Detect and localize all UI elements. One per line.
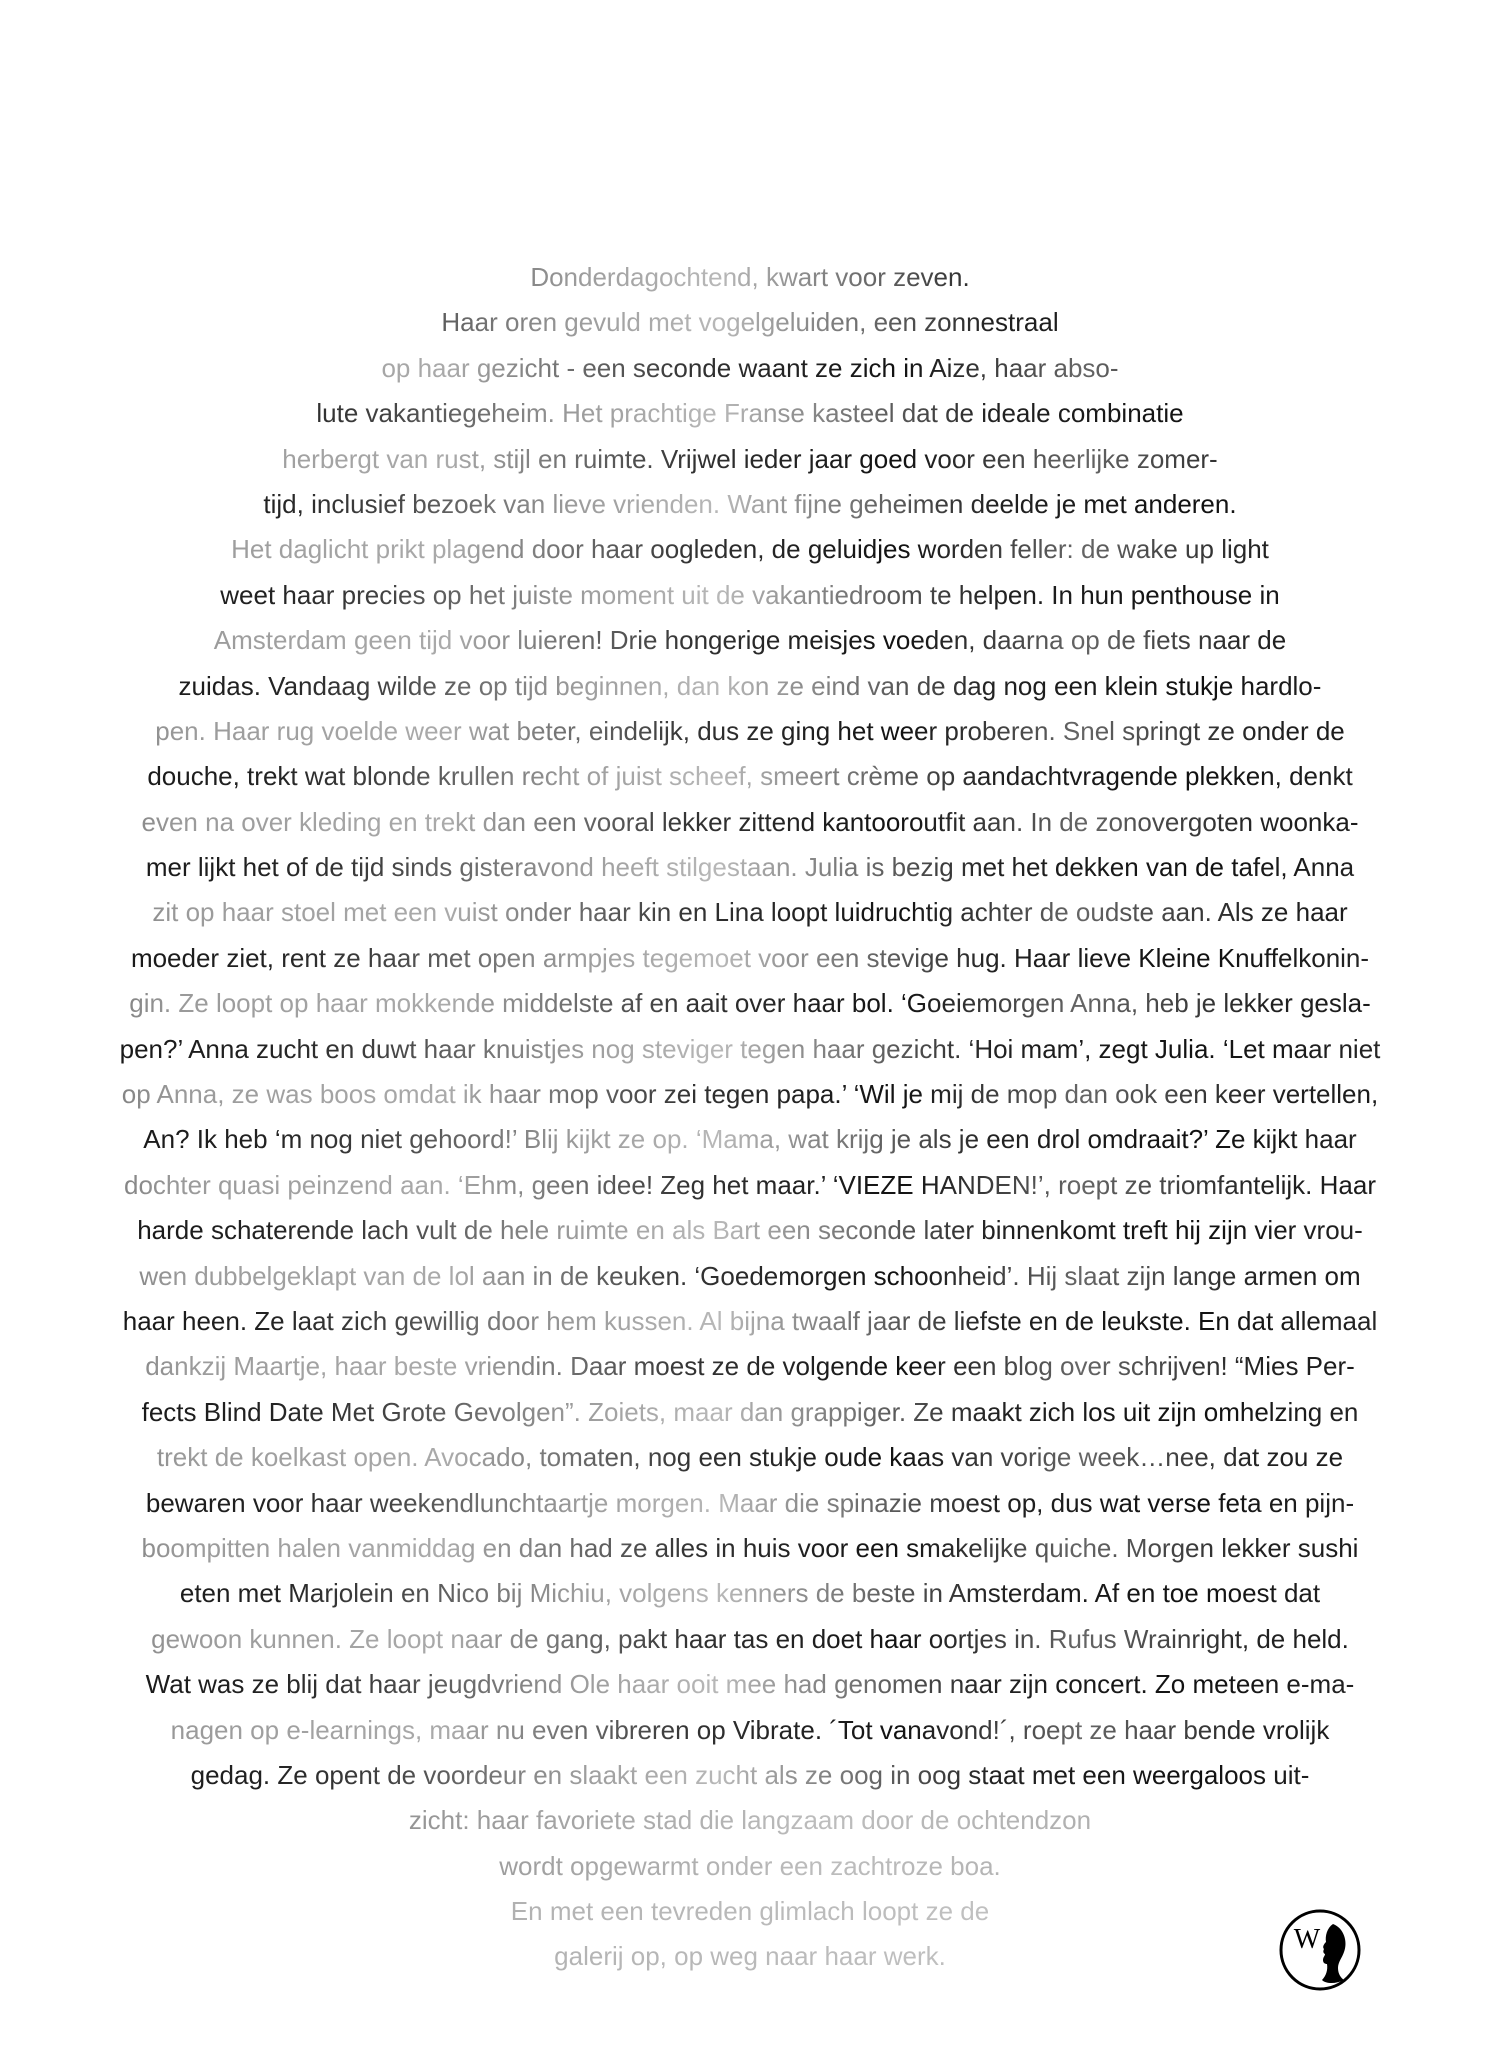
story-line: op haar gezicht - een seconde waant ze zich in Aize, haar abso- (0, 346, 1500, 391)
story-line: douche, trekt wat blonde krullen recht of juist scheef, smeert crème op aandachtvragende plekken, denkt (0, 754, 1500, 799)
story-line: Haar oren gevuld met vogelgeluiden, een zonnestraal (0, 300, 1500, 345)
story-line: Wat was ze blij dat haar jeugdvriend Ole haar ooit mee had genomen naar zijn concert. Zo meteen e-ma- (0, 1662, 1500, 1707)
story-line: lute vakantiegeheim. Het prachtige Franse kasteel dat de ideale combinatie (0, 391, 1500, 436)
story-line: op Anna, ze was boos omdat ik haar mop voor zei tegen papa.’ ‘Wil je mij de mop dan ook een keer vertellen, (0, 1072, 1500, 1117)
story-line: wen dubbelgeklapt van de lol aan in de keuken. ‘Goedemorgen schoonheid’. Hij slaat zijn lange armen om (0, 1254, 1500, 1299)
story-line: gewoon kunnen. Ze loopt naar de gang, pakt haar tas en doet haar oortjes in. Rufus Wrainright, de held. (0, 1617, 1500, 1662)
story-text (0, 255, 1500, 1980)
story-line: Amsterdam geen tijd voor luieren! Drie hongerige meisjes voeden, daarna op de fiets naar de (0, 618, 1500, 663)
story-line: En met een tevreden glimlach loopt ze de (0, 1889, 1500, 1934)
story-line: boompitten halen vanmiddag en dan had ze alles in huis voor een smakelijke quiche. Morgen lekker sushi (0, 1526, 1500, 1571)
story-line: trekt de koelkast open. Avocado, tomaten, nog een stukje oude kaas van vorige week…nee, dat zou ze (0, 1435, 1500, 1480)
story-line: fects Blind Date Met Grote Gevolgen”. Zoiets, maar dan grappiger. Ze maakt zich los uit zijn omhelzing en (0, 1390, 1500, 1435)
story-line: Het daglicht prikt plagend door haar oogleden, de geluidjes worden feller: de wake up light (0, 527, 1500, 572)
story-line: pen. Haar rug voelde weer wat beter, eindelijk, dus ze ging het weer proberen. Snel springt ze onder de (0, 709, 1500, 754)
story-line: bewaren voor haar weekendlunchtaartje morgen. Maar die spinazie moest op, dus wat verse feta en pijn- (0, 1481, 1500, 1526)
story-line: Donderdagochtend, kwart voor zeven. (0, 255, 1500, 300)
story-line: nagen op e-learnings, maar nu even vibreren op Vibrate. ´Tot vanavond!´, roept ze haar bende vrolijk (0, 1708, 1500, 1753)
story-line: zit op haar stoel met een vuist onder haar kin en Lina loopt luidruchtig achter de oudste aan. Als ze haar (0, 890, 1500, 935)
story-line: galerij op, op weg naar haar werk. (0, 1934, 1500, 1979)
story-line: gin. Ze loopt op haar mokkende middelste af en aait over haar bol. ‘Goeiemorgen Anna, heb je lekker gesla- (0, 981, 1500, 1026)
story-line: dankzij Maartje, haar beste vriendin. Daar moest ze de volgende keer een blog over schrijven! “Mies Per- (0, 1344, 1500, 1389)
story-line: eten met Marjolein en Nico bij Michiu, volgens kenners de beste in Amsterdam. Af en toe moest dat (0, 1571, 1500, 1616)
story-line: harde schaterende lach vult de hele ruimte en als Bart een seconde later binnenkomt treft hij zijn vier vrou- (0, 1208, 1500, 1253)
story-line: tijd, inclusief bezoek van lieve vrienden. Want fijne geheimen deelde je met anderen. (0, 482, 1500, 527)
logo-letter: W (1293, 1924, 1321, 1955)
story-line: wordt opgewarmt onder een zachtroze boa. (0, 1844, 1500, 1889)
story-line: mer lijkt het of de tijd sinds gisteravond heeft stilgestaan. Julia is bezig met het dekken van de tafel, Anna (0, 845, 1500, 890)
story-line: weet haar precies op het juiste moment uit de vakantiedroom te helpen. In hun penthouse in (0, 573, 1500, 618)
story-line: herbergt van rust, stijl en ruimte. Vrijwel ieder jaar goed voor een heerlijke zomer- (0, 437, 1500, 482)
story-line: moeder ziet, rent ze haar met open armpjes tegemoet voor een stevige hug. Haar lieve Kleine Knuffelkonin- (0, 936, 1500, 981)
story-line: zuidas. Vandaag wilde ze op tijd beginnen, dan kon ze eind van de dag nog een klein stukje hardlo- (0, 664, 1500, 709)
story-line: gedag. Ze opent de voordeur en slaakt een zucht als ze oog in oog staat met een weergaloos uit- (0, 1753, 1500, 1798)
story-line: even na over kleding en trekt dan een vooral lekker zittend kantooroutfit aan. In de zonovergoten woonka- (0, 800, 1500, 845)
story-line: pen?’ Anna zucht en duwt haar knuistjes nog steviger tegen haar gezicht. ‘Hoi mam’, zegt Julia. ‘Let maar niet (0, 1027, 1500, 1072)
story-line: dochter quasi peinzend aan. ‘Ehm, geen idee! Zeg het maar.’ ‘VIEZE HANDEN!’, roept ze triomfantelijk. Haar (0, 1163, 1500, 1208)
story-line: haar heen. Ze laat zich gewillig door hem kussen. Al bijna twaalf jaar de liefste en de leukste. En dat allemaal (0, 1299, 1500, 1344)
w-profile-logo-icon (1278, 1908, 1362, 1992)
story-line: An? Ik heb ‘m nog niet gehoord!’ Blij kijkt ze op. ‘Mama, wat krijg je als je een drol omdraait?’ Ze kijkt haar (0, 1117, 1500, 1162)
story-line: zicht: haar favoriete stad die langzaam door de ochtendzon (0, 1798, 1500, 1843)
